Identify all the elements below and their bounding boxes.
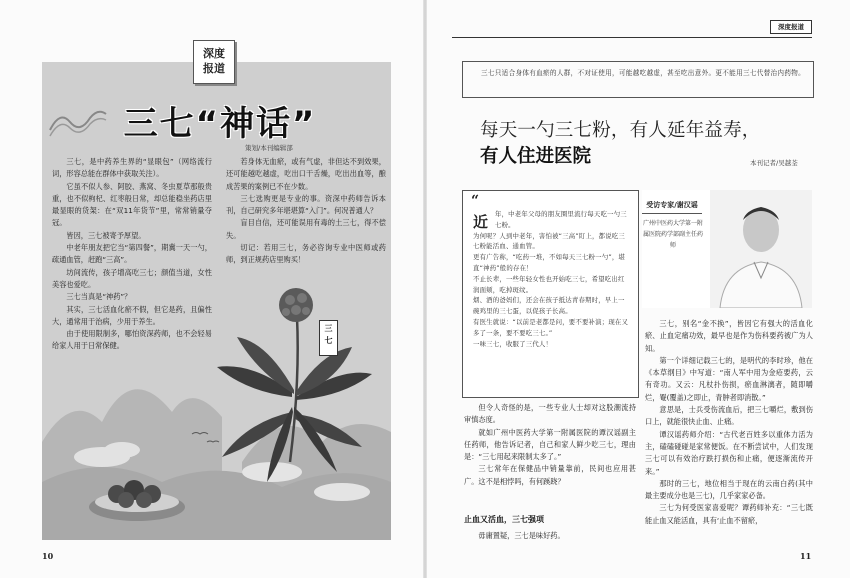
wave-ornament-icon [48, 100, 108, 140]
paragraph: 中老年朋友把它当“第四餐”，期冀一天一勺，疏通血管，赶跑“三高”。 [52, 243, 212, 265]
paragraph: 但令人奇怪的是，一些专业人士却对这股潮流持审慎态度。 [464, 403, 636, 425]
paragraph: 三七选购更是专业的事。资深中药师告诉本刊，自己研究多年堪堪算“入门”。何况普通人？ [226, 193, 386, 216]
dek-text: 三七只适合身体有血瘀的人群，不对证使用，可能越吃越虚，甚至吃出意外。更不能用三七代替治内药物。 [481, 69, 806, 77]
paragraph: 就如广州中医药大学第一附属医院的谭汉谣副主任药师，他告诉记者，自己和家人鲜少吃三七，理由是：“三七用起来限制太多了。” [464, 427, 636, 462]
paragraph: 若身体无血瘀，或有气虚，非但达不到效果，还可能越吃越虚，吃出口干舌燥，吃出出血等，酿成苦果的案例已不在少数。 [226, 157, 386, 191]
paragraph: 三七，别名“金不换”，皆因它有强大的活血化瘀、止血定痛功效，最早也是作为伤科要药被广为人知。 [645, 319, 813, 353]
paragraph: 切记：若用三七，务必咨询专业中医师或药师，到正规药店里购买！ [226, 243, 386, 265]
right-byline: 本刊记者/吴越荃 [750, 159, 798, 167]
left-byline: 策划/本刊编辑部 [245, 144, 293, 152]
sanqi-label [319, 320, 338, 356]
dek-box [462, 61, 814, 98]
column-tag [193, 40, 235, 84]
section-rule [452, 37, 812, 38]
quote-paragraph: 年，中老年父母的朋友圈里流行每天吃一勺三七粉。 [495, 210, 627, 229]
paragraph: 毋庸置疑，三七是味好药。 [478, 531, 565, 540]
paragraph: 它虽不似人参、阿胶、燕窝、冬虫夏草那般贵重，也不似枸杞、红枣般日常，却总能稳坐药店里最显眼的货架：在“双11年货节”里，常常销量夺冠。 [52, 181, 212, 228]
expert-desc: 广州中医药大学第一附属医院药学部副主任药师 [642, 220, 703, 249]
paragraph: 谭汉谣药师介绍：“古代老百姓多以重体力活为主，磕磕碰碰是家常便饭。在不断尝试中，人们发现三七可以有效治疗跌打损伤和止痛，便逐渐流传开来。” [645, 429, 813, 476]
right-column-2 [645, 318, 813, 527]
paragraph: 那时的三七，地位相当于现在的云南白药(其中最主要成分也是三七)，几乎家家必备。 [645, 478, 813, 501]
expert-portrait [710, 190, 812, 308]
paragraph: 第一个详细记载三七的，是明代的李时珍，他在《本草纲目》中写道：“南人军中用为金疮要药，云有奇功。又云：凡杖扑伤损，瘀血淋漓者，随即嚼烂，罨(覆盖)之即止，青肿者即消散。” [645, 355, 813, 402]
left-column-2 [226, 156, 386, 267]
quote-text [473, 209, 629, 349]
expert-box [642, 190, 812, 308]
sanqi-label-text: 三七 [324, 324, 333, 345]
page-number-right: 11 [800, 551, 812, 561]
subheading: 止血又活血，三七强项 [464, 515, 544, 524]
left-page [0, 0, 424, 578]
paragraph: 坊间流传，孩子增高吃三七；颜值当道，女性美容也爱吃。 [52, 267, 212, 289]
article-title: 三七“神话” [123, 104, 317, 144]
quote-paragraph: 有医生就说：“以前是老都是问，要不要补演；现在又多了一条，要不要吃三七。” [473, 317, 629, 337]
paragraph: 三七当真是“神药”？ [66, 292, 132, 302]
quote-paragraph: 烟、酒的爸妈们，还会在孩子抵达青春期时，早上一碗鸡里的三七蛋，以促孩子长高。 [473, 296, 625, 316]
quote-paragraph: 更有广告称，“吃药一堆，不如每天三七粉一勺”，堪直“神药”般的存在！ [473, 253, 626, 272]
quote-paragraph: 不止长辈，一些年轻女性也开始吃三七，希望吃出红润面颊，吃掉斑纹。 [473, 274, 625, 294]
gutter [423, 0, 427, 578]
page-number-left: 10 [42, 551, 54, 561]
headline-line-1: 每天一勺三七粉，有人延年益寿， [480, 120, 761, 141]
paragraph: 皆因，三七被寄予厚望。 [66, 230, 146, 240]
right-column-1-continued [464, 530, 636, 542]
column-tag-text: 深度报道 [203, 47, 225, 75]
left-column-1 [52, 156, 212, 353]
paragraph: 三七常年在保健品中销量靠前，民间也应用甚广。这不是相悖吗，有何蹊跷？ [464, 464, 636, 486]
paragraph: 由于使用限制多，哪怕资深药师，也不会轻易给家人用于日常保健。 [52, 329, 212, 351]
pull-quote-box [462, 190, 639, 398]
headline-line-2: 有人住进医院 [480, 146, 592, 167]
section-tag: 深度报道 [770, 20, 812, 34]
expert-label: 受访专家/谢汉谣 [642, 200, 702, 214]
quote-paragraph: 为何呢？人到中老年，害怕被“三高”盯上，都说吃三七粉能活血、通血管。 [473, 231, 626, 251]
right-column-1 [464, 402, 636, 488]
paragraph: 意思是，士兵受伤流血后，把三七嚼烂，敷到伤口上，就能很快止血、止痛。 [645, 405, 813, 427]
paragraph: 盲目自信，还可能误用有毒的土三七，得不偿失。 [226, 218, 386, 240]
paragraph: 其实，三七活血化瘀不假，但它是药，且偏性大，通常用于治病，少用于养生。 [52, 304, 212, 326]
paragraph: 三七，是中药养生界的“显眼包”（网络流行词，形容总能在群体中获取关注）。 [52, 157, 212, 179]
quote-mark: “ [471, 193, 480, 209]
paragraph: 三七为何受医家喜爱呢？谭药师补充：“三七既能止血又能活血，具有‘止血不留瘀， [645, 503, 813, 525]
quote-paragraph: 一味三七，收服了三代人！ [473, 339, 553, 348]
quote-dropcap: 近 [473, 213, 489, 231]
